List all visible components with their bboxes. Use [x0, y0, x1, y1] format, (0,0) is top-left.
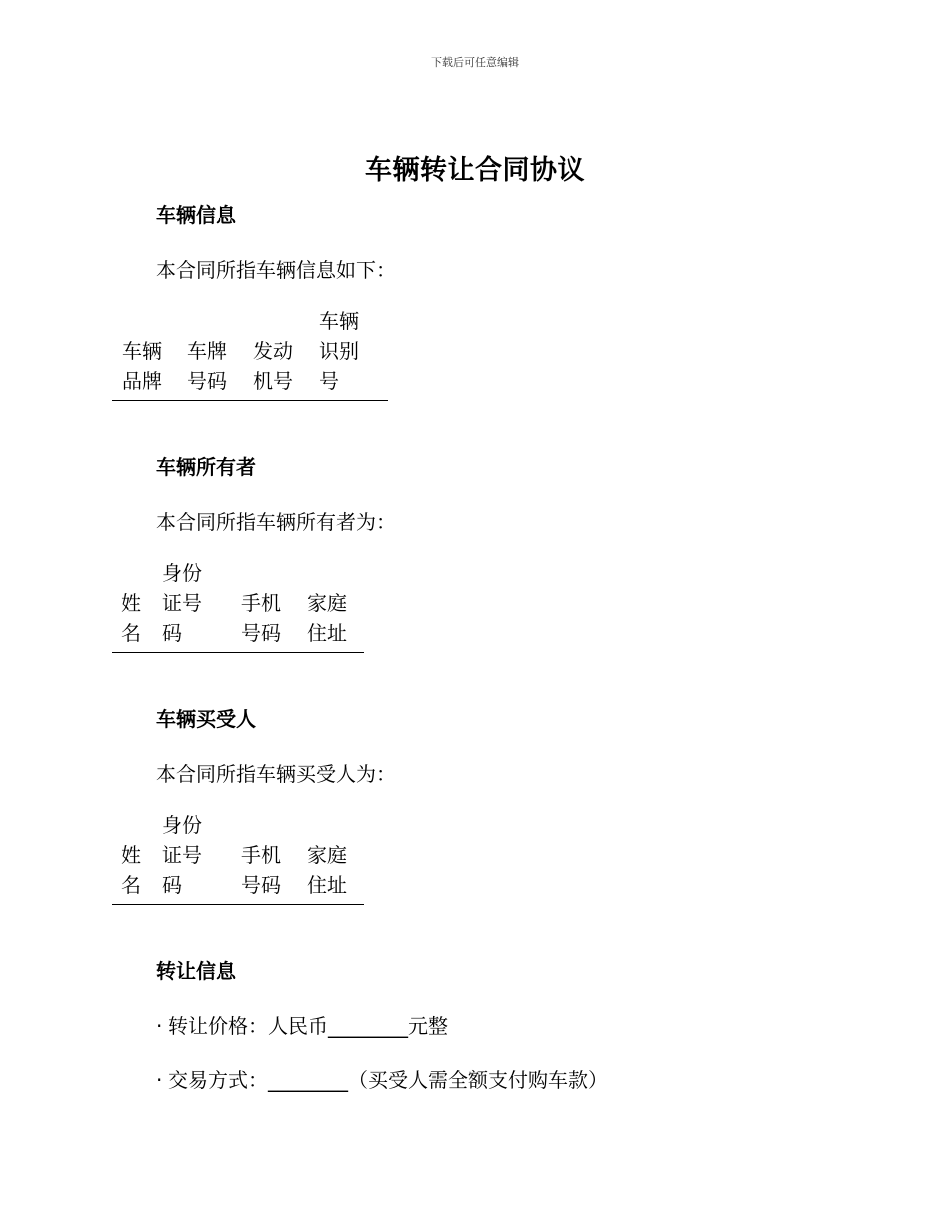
vehicle-info-intro: 本合同所指车辆信息如下： [156, 258, 396, 282]
bullet-marker: · [156, 1014, 163, 1038]
buyer-table-header [112, 810, 364, 905]
owner-intro: 本合同所指车辆所有者为： [156, 510, 396, 534]
column-header-brand: 车辆 品牌 [122, 339, 162, 393]
transaction-method-text: 交易方式：________（买受人需全额支付购车款） [168, 1068, 608, 1092]
column-header-name: 姓 名 [121, 843, 141, 897]
column-header-plate-number: 车牌 号码 [187, 339, 227, 393]
section-heading-transfer-info: 转让信息 [156, 959, 236, 983]
column-header-id-number: 身份 证号 码 [162, 813, 202, 897]
vehicle-info-table-header [112, 306, 388, 401]
column-header-address: 家庭 住址 [307, 843, 347, 897]
column-header-name: 姓 名 [121, 591, 141, 645]
transfer-price-text: 转让价格：人民币________元整 [168, 1014, 448, 1038]
section-heading-vehicle-info: 车辆信息 [156, 203, 236, 227]
owner-table-header [112, 558, 364, 653]
transaction-method-item [156, 1064, 608, 1093]
column-header-phone: 手机 号码 [241, 843, 281, 897]
column-header-phone: 手机 号码 [241, 591, 281, 645]
column-header-vin: 车辆 识别 号 [319, 309, 359, 393]
bullet-marker: · [156, 1068, 163, 1092]
document-title: 车辆转让合同协议 [365, 155, 585, 186]
column-header-id-number: 身份 证号 码 [162, 561, 202, 645]
transfer-price-item [156, 1010, 448, 1039]
section-heading-buyer: 车辆买受人 [156, 707, 256, 731]
page-header-note: 下载后可任意编辑 [431, 56, 519, 69]
section-heading-owner: 车辆所有者 [156, 455, 256, 479]
column-header-address: 家庭 住址 [307, 591, 347, 645]
column-header-engine-number: 发动 机号 [253, 339, 293, 393]
buyer-intro: 本合同所指车辆买受人为： [156, 762, 396, 786]
